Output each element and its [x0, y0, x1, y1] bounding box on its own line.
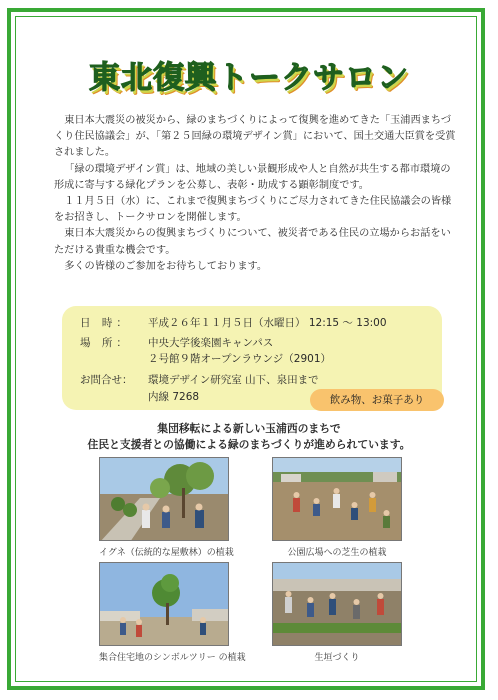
body-paragraph: 東日本大震災の被災から、緑のまちづくりによって復興を進めてきた「玉浦西まちづくり住民協議会」が、「第２５回緑の環境デザイン賞」において、国土交通大臣賞を受賞されました。 [54, 115, 456, 159]
place-label: 場 所： [80, 337, 131, 349]
photo-igune-planting [99, 457, 229, 541]
photo-lawn-planting [272, 457, 402, 541]
body-paragraph: 多くの皆様のご参加をお待ちしております。 [64, 260, 268, 272]
place-row-2 [148, 351, 331, 366]
contact-value-2: 内線 7268 [148, 391, 200, 403]
photo-hedge-making [272, 562, 402, 646]
photo-caption: イグネ（伝統的な屋敷林）の植栽 [99, 548, 234, 558]
date-value: 平成２６年１１月５日（水曜日） 12:15 ～ 13:00 [148, 317, 387, 329]
contact-row [80, 372, 319, 387]
photo-caption: 公園広場への芝生の植栽 [287, 548, 387, 558]
place-value-2: ２号館９階オープンラウンジ（2901） [148, 353, 332, 365]
photo-section-heading-1: 集団移転による新しい玉浦西のまちで [157, 422, 341, 435]
photo-symbol-tree-planting [99, 562, 229, 646]
date-row [80, 315, 387, 330]
photo-caption: 集合住宅地のシンボルツリー の植栽 [99, 653, 246, 663]
body-paragraph: 東日本大震災からの復興まちづくりについて、被災者である住民の立場からお話をいただける貴重な機会です。 [54, 228, 451, 256]
body-paragraph: 「緑の環境デザイン賞」は、地域の美しい景観形成や人と自然が共生する都市環境の形成に寄与する緑化プランを公募し、表彰・助成する顕彰制度です。 [54, 163, 451, 191]
date-label: 日 時： [80, 317, 131, 329]
body-paragraph: １１月５日（水）に、これまで復興まちづくりにご尽力されてきた住民協議会の皆様をお招きし、トークサロンを開催します。 [54, 196, 452, 224]
place-value-1: 中央大学後楽園キャンパス [148, 337, 274, 349]
body-text [54, 113, 458, 275]
refreshments-badge: 飲み物、お菓子あり [310, 389, 444, 411]
contact-value-1: 環境デザイン研究室 山下、泉田まで [148, 374, 319, 386]
contact-row-2 [148, 389, 199, 404]
photo-caption: 生垣づくり [314, 653, 360, 663]
place-row [80, 335, 273, 350]
contact-label: お問合せ： [80, 374, 133, 386]
photo-section-heading-2: 住民と支援者との協働による緑のまちづくりが進められています。 [87, 438, 411, 451]
page-title: 東北復興トークサロン [89, 60, 409, 96]
